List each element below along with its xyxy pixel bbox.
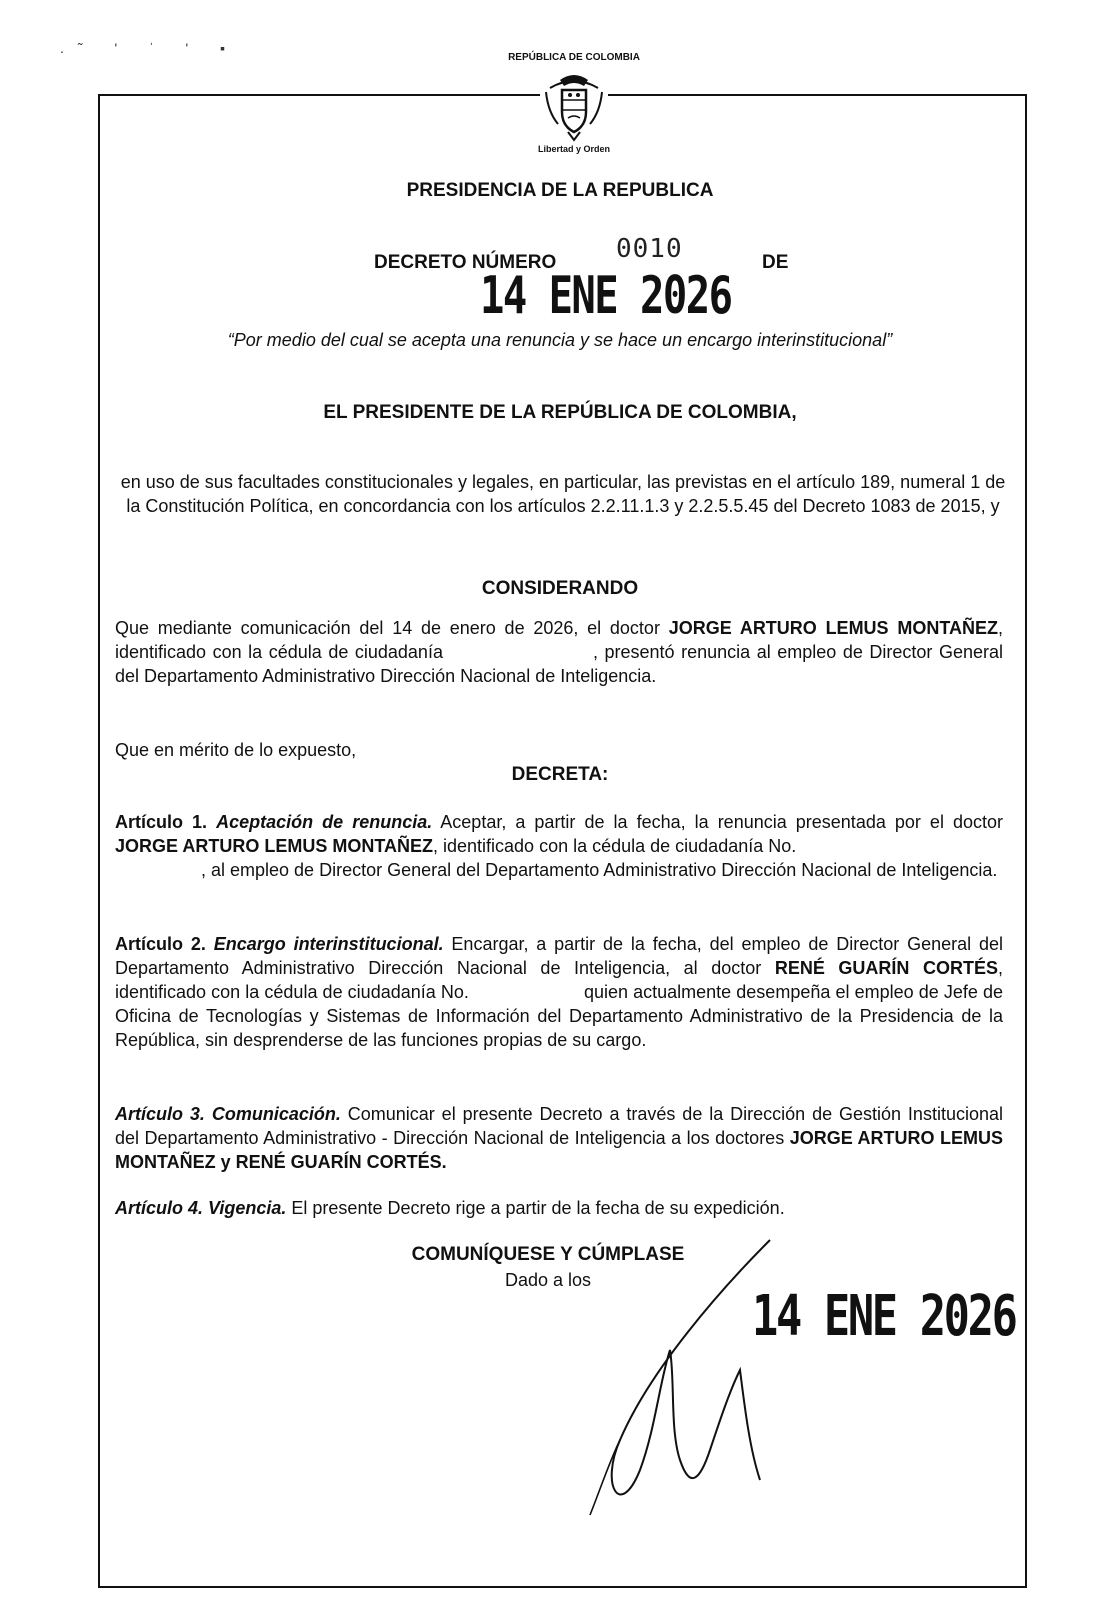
article-1: Artículo 1. Aceptación de renuncia. Aceptar, a partir de la fecha, la renuncia presentada por el doctor JORGE ARTURO LEMUS MONTAÑEZ, identificado con la cédula de ciudadanía No. , al empleo de Director General del Departamento Administrativo Dirección Nacional de Inteligencia.	[115, 812, 1004, 880]
closing-comuniquese: COMUNÍQUESE Y CÚMPLASE	[411, 1244, 685, 1265]
decree-date-stamp: 14 ENE 2026	[480, 266, 732, 326]
decree-number: 0010	[616, 234, 683, 264]
considerando-paragraph-1: Que mediante comunicación del 14 de enero de 2026, el doctor JORGE ARTURO LEMUS MONTAÑEZ, identificado con la cédula de ciudadanía , presentó renuncia al empleo de Director General del Departamento Administrativo Dirección Nacional de Inteligencia.	[115, 618, 1003, 686]
decreta-heading: DECRETA:	[511, 764, 609, 785]
decree-number-label: DECRETO NÚMERO	[374, 252, 557, 273]
article-4: Artículo 4. Vigencia. El presente Decreto rige a partir de la fecha de su expedición.	[115, 1198, 785, 1218]
motto: Libertad y Orden	[537, 144, 610, 154]
considerando-heading: CONSIDERANDO	[481, 578, 639, 599]
decree-subtitle: “Por medio del cual se acepta una renuncia y se hace un encargo interinstitucional”	[227, 330, 893, 350]
article-2: Artículo 2. Encargo interinstitucional. Encargar, a partir de la fecha, del empleo de Director General del Departamento Administrativo Dirección Nacional de Inteligencia, al doctor RENÉ GUARÍN CORTÉS, identificado con la cédula de ciudadanía No. quien actualmente desempeña el empleo de Jefe de Oficina de Tecnologías y Sistemas de Información del Departamento Administrativo de la Presidencia de la República, sin desprenderse de las funciones propias de su cargo.	[115, 934, 1003, 1050]
authority-powers: en uso de sus facultades constitucionales y legales, en particular, las previstas en el artículo 189, numeral 1 de la Constitución Política, en concordancia con los artículos 2.2.11.1.3 y 2.2.5.5.45 del Decreto 1083 de 2015, y	[120, 472, 1006, 516]
country-header: REPÚBLICA DE COLOMBIA	[508, 52, 640, 63]
signature-icon	[560, 1230, 800, 1520]
authority-title: EL PRESIDENTE DE LA REPÚBLICA DE COLOMBIA,	[323, 402, 797, 423]
coat-of-arms-icon	[540, 72, 608, 142]
scan-speckles: .˜ ' ˈ ' ▪	[60, 40, 240, 56]
office-title: PRESIDENCIA DE LA REPUBLICA	[406, 180, 714, 201]
closing-date-stamp: 14 ENE 2026	[752, 1284, 1016, 1349]
considerando-paragraph-2: Que en mérito de lo expuesto,	[115, 740, 357, 760]
decree-de-label: DE	[762, 252, 789, 273]
article-3: Artículo 3. Comunicación. Comunicar el presente Decreto a través de la Dirección de Gestión Institucional del Departamento Administrativo - Dirección Nacional de Inteligencia a los doctores JORGE ARTURO LEMUS MONTAÑEZ y RENÉ GUARÍN CORTÉS.	[115, 1104, 1004, 1172]
closing-dado: Dado a los	[504, 1270, 592, 1290]
